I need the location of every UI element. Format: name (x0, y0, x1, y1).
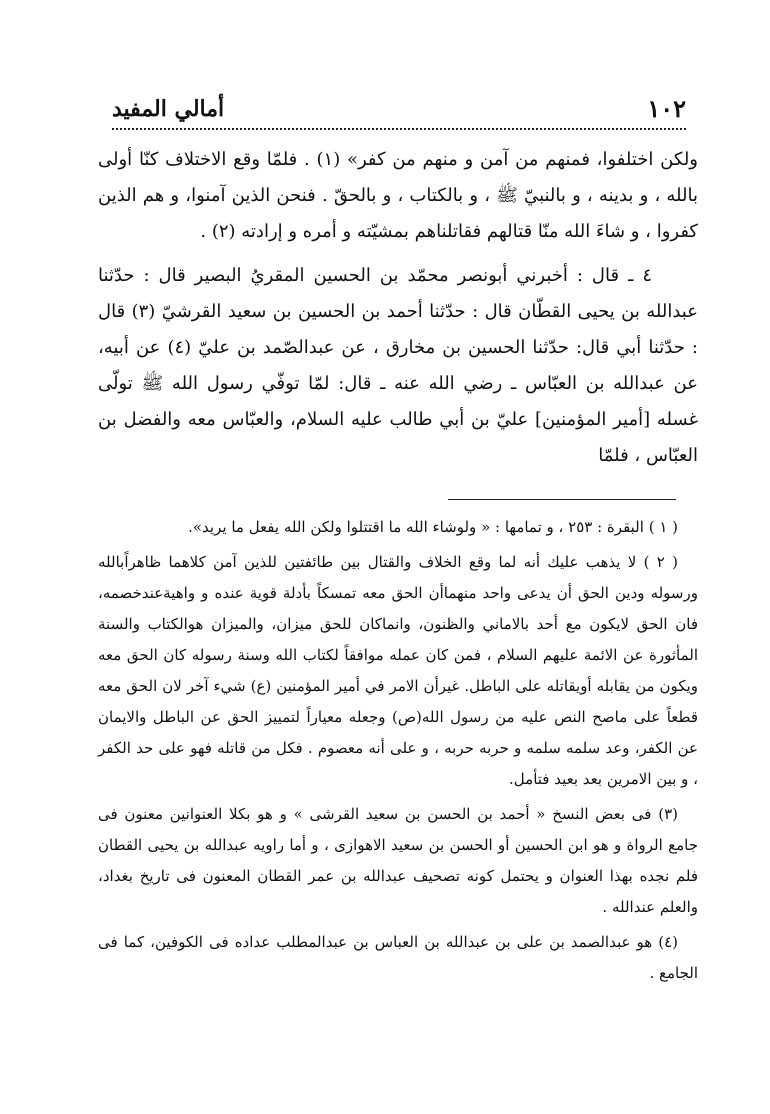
main-text (98, 142, 698, 474)
page-header (112, 94, 686, 130)
paragraph-hadith-4: ٤ ـ قال : أخبرني أبونصر محمّد بن الحسين المقريُ البصير قال : حدّثنا عبدالله بن يحيى القطّان قال : حدّثنا أحمد بن الحسين بن سعيد القرشيّ (٣) قال : حدّثنا أبي قال: حدّثنا الحسين بن مخارق ، عن عبدالصّمد بن عليّ (٤) عن أبيه، عن عبدالله بن العبّاس ـ رضي الله عنه ـ قال: لمّا توفّي رسول الله ﷺ تولّى غسله [أمير المؤمنين] عليّ بن أبي طالب عليه السلام، والعبّاس معه والفضل بن العبّاس ، فلمّا (98, 265, 698, 466)
footnote-2: ( ٢ ) لا يذهب عليك أنه لما وقع الخلاف والقتال بين طائفتين للذين آمن كلاهما ظاهراًبالله ورسوله ودين الحق أن يدعى واحد منهماأن الحق معه تمسكاً بأدلة قوية عنده و واهيةعندخصمه، فان الحق لايكون مع أحد بالاماني والظنون، وانماكان للحق ميزان، والميزان هوالكتاب والسنة المأثورة عن الائمة عليهم السلام ، فمن كان عمله موافقاً لكتاب الله وسنة رسوله كان الحق معه ويكون من يقابله أويقاتله على الباطل. غيرأن الامر في أمير المؤمنين (ع) شيء آخر لان الحق معه قطعاً على ماصح النص عليه من رسول الله(ص) وجعله معياراً لتمييز الحق عن الباطل والايمان عن الكفر، وعد سلمه سلمه و حربه حربه ، و على أنه معصوم . فكل من قاتله فهو على حد الكفر ، و بين الامرين بعد بعيد فتأمل. (98, 553, 698, 788)
page-number: ١٠٢ (647, 94, 686, 123)
footnote-separator (448, 499, 676, 500)
footnotes (98, 512, 698, 993)
footnote-4: (٤) هو عبدالصمد بن على بن عبدالله بن العباس بن عبدالمطلب عداده فى الكوفين، كما فى الجامع . (98, 933, 698, 982)
running-title: أمالي المفيد (112, 96, 225, 122)
paragraph-continuation: ولكن اختلفوا، فمنهم من آمن و منهم من كفر» (١) . فلمّا وقع الاختلاف كنّا أولى بالله ، و بدينه ، و بالنبيّ ﷺ ، و بالكتاب ، و بالحقّ . فنحن الذين آمنوا، و هم الذين كفروا ، و شاءَ الله منّا قتالهم فقاتلناهم بمشيّته و أمره و إرادته (٢) . (98, 149, 698, 242)
footnote-1: ( ١ ) البقرة : ٢٥٣ ، و تمامها : « ولوشاء الله ما اقتتلوا ولكن الله يفعل ما يريد». (188, 518, 678, 536)
footnote-3: (٣) فى بعض النسخ « أحمد بن الحسن بن سعيد القرشى » و هو بكلا العنوانين معنون فى جامع الرواة و هو ابن الحسين أو الحسن بن سعيد الاهوازى ، و أما راويه عبدالله بن يحيى القطان فلم نجده بهذا العنوان و يحتمل كونه تصحيف عبدالله بن عمر القطان المعنون فى تاريخ بغداد، والعلم عندالله . (98, 805, 698, 916)
